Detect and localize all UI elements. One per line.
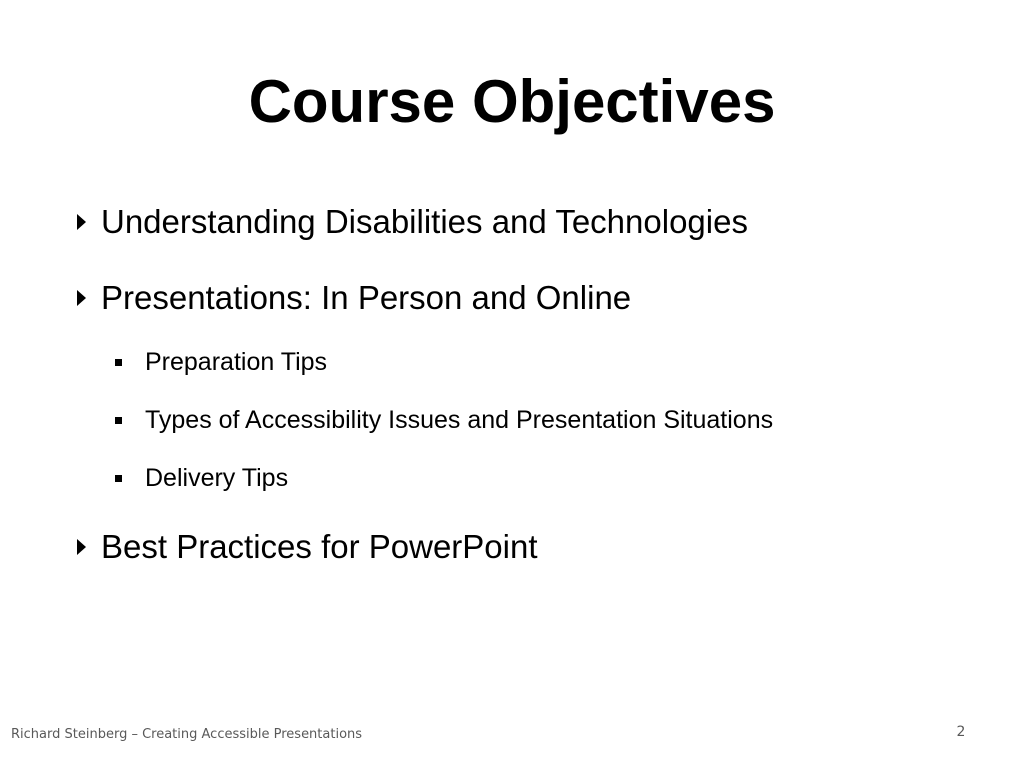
sub-bullet-text: Types of Accessibility Issues and Presentation Situations — [145, 405, 774, 434]
square-bullet-icon — [115, 475, 122, 482]
sub-bullet-item — [112, 346, 327, 378]
square-bullet-icon — [115, 359, 122, 366]
triangle-right-icon — [77, 290, 86, 306]
triangle-right-icon — [77, 214, 86, 230]
bullet-item — [72, 525, 538, 569]
bullet-item — [72, 200, 748, 244]
page-number: 2 — [956, 724, 966, 740]
slide-title: Course Objectives — [248, 68, 776, 135]
sub-bullet-item — [112, 404, 773, 436]
bullet-text: Best Practices for PowerPoint — [101, 528, 538, 565]
bullet-text: Presentations: In Person and Online — [101, 279, 632, 316]
sub-bullet-text: Preparation Tips — [145, 347, 328, 376]
bullet-item — [72, 276, 631, 320]
triangle-right-icon — [77, 539, 86, 555]
square-bullet-icon — [115, 417, 122, 424]
footer-text: Richard Steinberg – Creating Accessible Presentations — [11, 727, 363, 742]
sub-bullet-item — [112, 462, 288, 494]
bullet-text: Understanding Disabilities and Technologies — [101, 203, 748, 240]
sub-bullet-text: Delivery Tips — [145, 463, 289, 492]
